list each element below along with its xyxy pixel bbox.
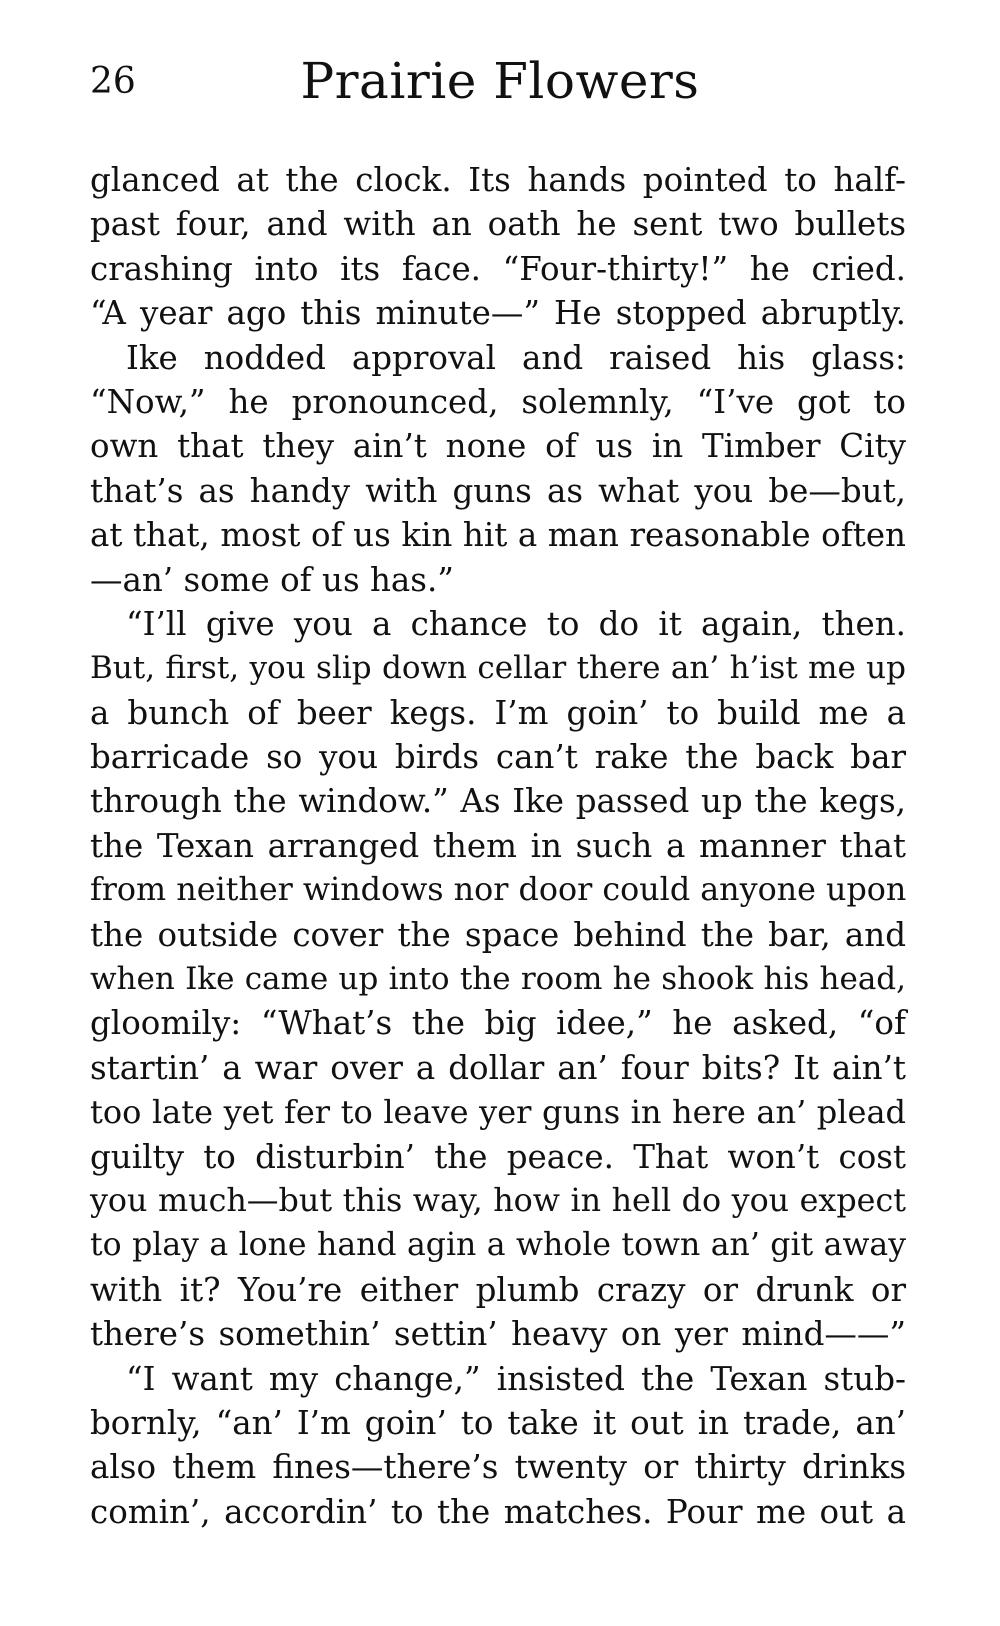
text-line: own that they ain’t none of us in Timber City <box>90 427 906 466</box>
text-line: guilty to disturbin’ the peace. That won’t cost <box>90 1137 906 1176</box>
text-line: “A year ago this minute—” He stopped abruptly. <box>90 294 906 333</box>
text-line: gloomily: “What’s the big idee,” he asked, “of <box>90 1004 906 1043</box>
text-line: “Now,” he pronounced, solemnly, “I’ve got to <box>90 382 906 421</box>
text-line: Ike nodded approval and raised his glass: <box>126 338 906 377</box>
text-line: —an’ some of us has.” <box>90 560 454 599</box>
text-line: there’s somethin’ settin’ heavy on yer mind——” <box>90 1315 906 1354</box>
text-line: glanced at the clock. Its hands pointed to half- <box>90 161 906 199</box>
text-line: to play a lone hand agin a whole town an’ git away <box>90 1227 906 1264</box>
page-number: 26 <box>90 61 136 102</box>
text-line: a bunch of beer kegs. I’m goin’ to build me a <box>90 693 906 732</box>
text-line: “I want my change,” insisted the Texan stub- <box>126 1359 906 1398</box>
text-line: too late yet fer to leave yer guns in here an’ plead <box>90 1093 906 1132</box>
text-line: crashing into its face. “Four-thirty!” he cried. <box>90 249 906 288</box>
text-line: you much—but this way, how in hell do you expect <box>90 1182 906 1219</box>
text-line: through the window.” As Ike passed up the kegs, <box>90 782 906 821</box>
text-line: the Texan arranged them in such a manner that <box>90 826 906 865</box>
text-line: “I’ll give you a chance to do it again, then. <box>126 604 906 643</box>
running-title: Prairie Flowers <box>300 52 700 110</box>
text-line: with it? You’re either plumb crazy or drunk or <box>90 1270 906 1309</box>
text-line: But, first, you slip down cellar there an’ h’ist me up <box>90 650 906 687</box>
text-line: past four, and with an oath he sent two bullets <box>90 205 906 244</box>
text-line: that’s as handy with guns as what you be—but, <box>90 471 906 510</box>
text-line: also them fines—there’s twenty or thirty drinks <box>90 1448 906 1487</box>
text-line: at that, most of us kin hit a man reasonable often <box>90 516 906 555</box>
body-text <box>90 158 906 1534</box>
text-line: the outside cover the space behind the bar, and <box>90 915 906 954</box>
text-line: comin’, accordin’ to the matches. Pour me out a <box>90 1492 906 1531</box>
text-line: bornly, “an’ I’m goin’ to take it out in trade, an’ <box>90 1403 906 1442</box>
text-line: barricade so you birds can’t rake the back bar <box>90 738 906 777</box>
text-line: startin’ a war over a dollar an’ four bits? It ain’t <box>90 1048 906 1087</box>
text-line: when Ike came up into the room he shook his head, <box>90 961 906 998</box>
text-line: from neither windows nor door could anyone upon <box>90 872 907 909</box>
